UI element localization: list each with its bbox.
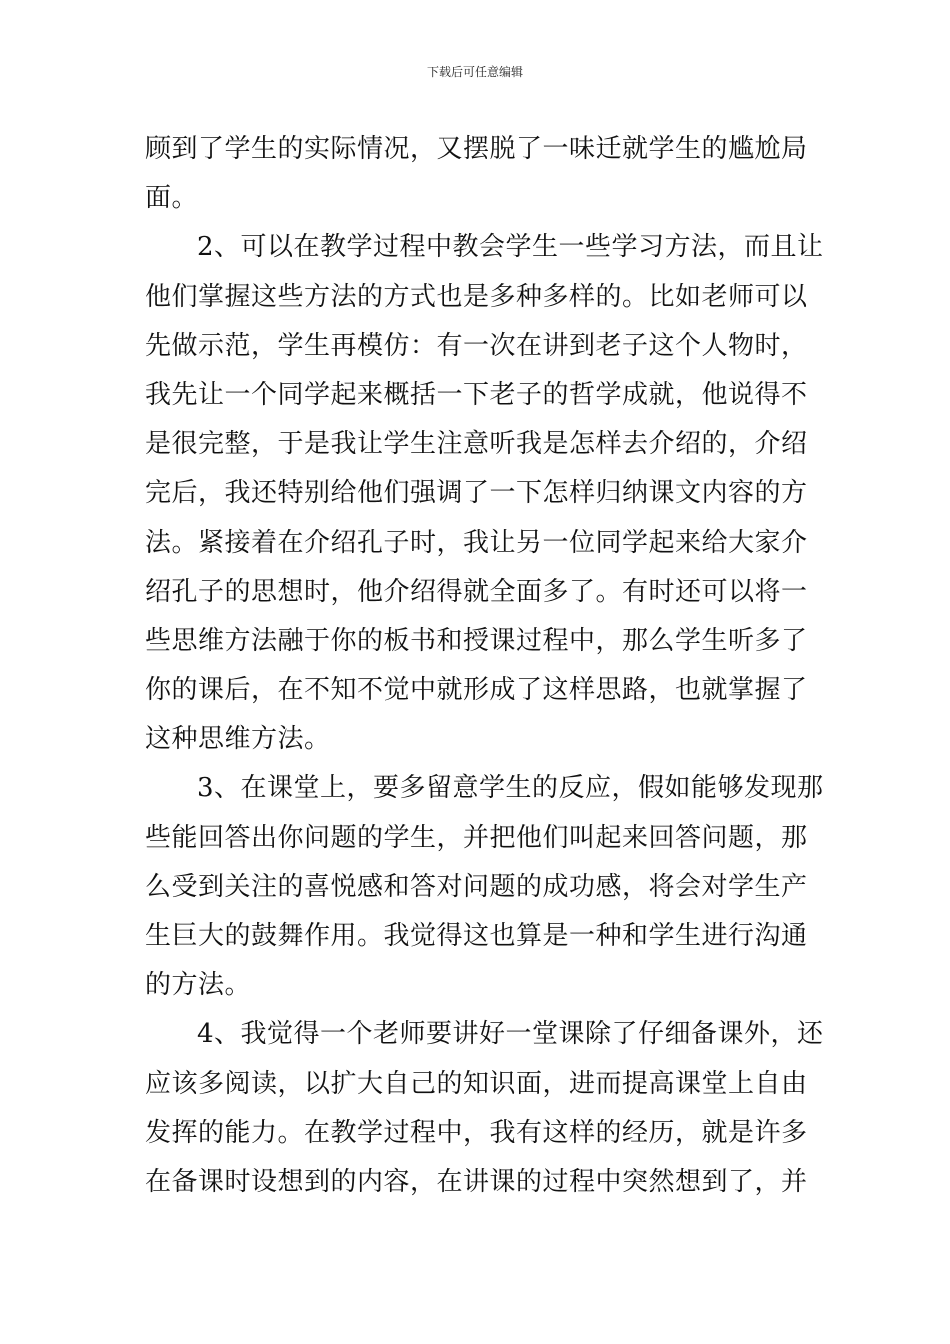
paragraph-start-line: 2、可以在教学过程中教会学生一些学习方法，而且让 (197, 232, 824, 263)
text-line: 法。紧接着在介绍孔子时，我让另一位同学起来给大家介 (145, 527, 808, 558)
text-line: 的方法。 (145, 970, 252, 1001)
text-line: 先做示范，学生再模仿：有一次在讲到老子这个人物时， (145, 330, 808, 361)
text-line: 顾到了学生的实际情况，又摆脱了一味迁就学生的尴尬局 (145, 134, 808, 164)
paragraph-start-line: 4、我觉得一个老师要讲好一堂课除了仔细备课外，还 (197, 1019, 824, 1050)
page-header: 下载后可任意编辑 (426, 65, 523, 79)
text-line: 你的课后，在不知不觉中就形成了这样思路，也就掌握了 (145, 675, 808, 706)
document-body (145, 125, 824, 1207)
paragraph-start-line: 3、在课堂上，要多留意学生的反应，假如能够发现那 (197, 773, 824, 804)
text-line: 些思维方法融于你的板书和授课过程中，那么学生听多了 (145, 625, 808, 656)
text-line: 是很完整，于是我让学生注意听我是怎样去介绍的，介绍 (145, 429, 808, 460)
text-line: 完后，我还特别给他们强调了一下怎样归纳课文内容的方 (145, 478, 808, 509)
text-line: 在备课时设想到的内容，在讲课的过程中突然想到了，并 (145, 1166, 808, 1197)
text-line: 这种思维方法。 (145, 724, 331, 755)
text-line: 我先让一个同学起来概括一下老子的哲学成就，他说得不 (145, 379, 808, 410)
text-line: 么受到关注的喜悦感和答对问题的成功感，将会对学生产 (145, 871, 808, 902)
text-line: 应该多阅读，以扩大自己的知识面，进而提高课堂上自由 (145, 1068, 808, 1099)
text-line: 生巨大的鼓舞作用。我觉得这也算是一种和学生进行沟通 (145, 921, 808, 951)
text-line: 些能回答出你问题的学生，并把他们叫起来回答问题，那 (145, 822, 808, 853)
text-line: 发挥的能力。在教学过程中，我有这样的经历，就是许多 (145, 1117, 808, 1148)
text-line: 面。 (145, 183, 199, 214)
text-line: 他们掌握这些方法的方式也是多种多样的。比如老师可以 (145, 281, 808, 312)
text-line: 绍孔子的思想时，他介绍得就全面多了。有时还可以将一 (145, 576, 808, 607)
